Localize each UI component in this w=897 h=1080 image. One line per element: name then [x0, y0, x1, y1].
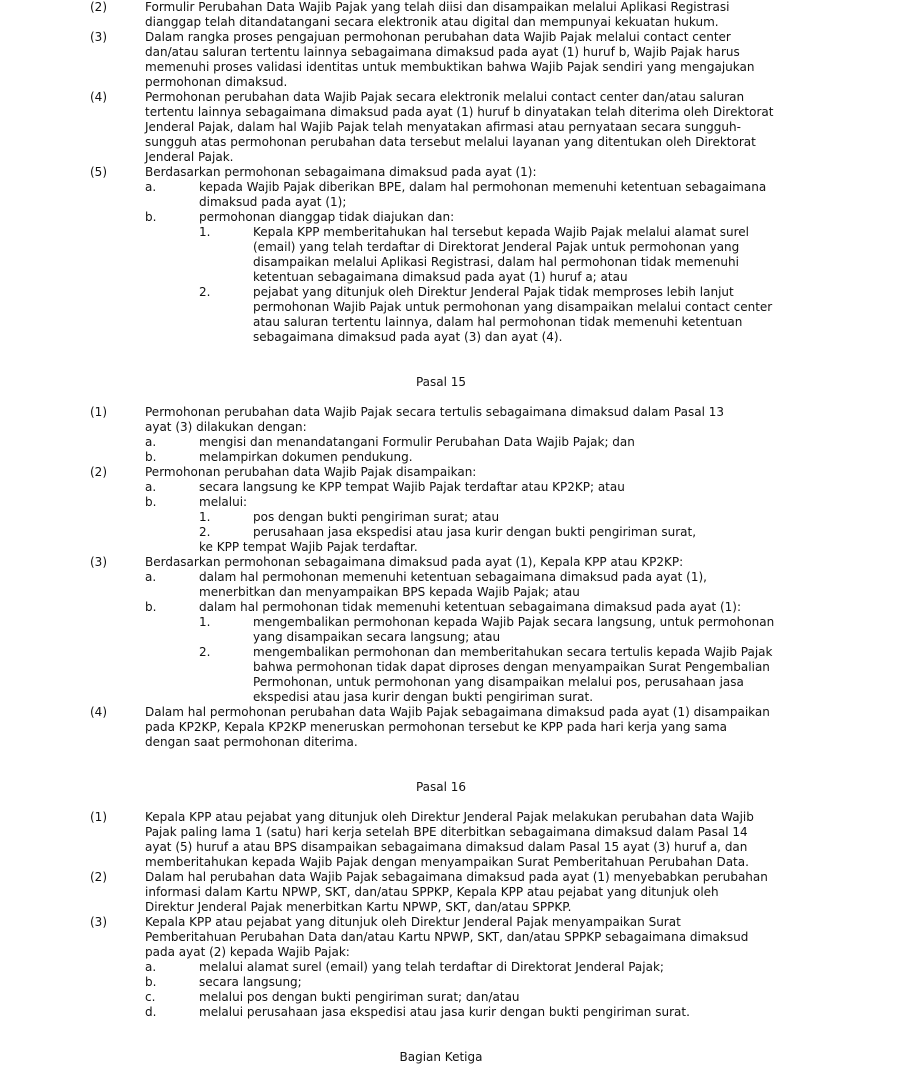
item-text: dengan saat permohonan diterima. — [145, 735, 358, 749]
list-item-line — [0, 810, 897, 825]
item-text: Direktur Jenderal Pajak menerbitkan Kartu NPWP, SKT, dan/atau SPPKP. — [145, 900, 572, 914]
item-number: (2) — [90, 870, 107, 884]
list-item-continuation — [0, 195, 897, 210]
item-text: Pajak paling lama 1 (satu) hari kerja setelah BPE diterbitkan sebagaimana dimaksud dalam Pasal 14 — [145, 825, 748, 839]
list-item-line — [0, 555, 897, 570]
item-number: b. — [145, 600, 157, 614]
list-item-line — [0, 465, 897, 480]
item-number: d. — [145, 1005, 157, 1019]
blank-line — [0, 795, 897, 810]
item-number: (4) — [90, 90, 107, 104]
list-item-continuation — [0, 300, 897, 315]
list-item-continuation — [0, 240, 897, 255]
list-item-continuation — [0, 135, 897, 150]
item-text: ketentuan sebagaimana dimaksud pada ayat (1) huruf a; atau — [253, 270, 628, 284]
list-item-line — [0, 450, 897, 465]
item-text: Permohonan, untuk permohonan yang disampaikan melalui pos, perusahaan jasa — [253, 675, 744, 689]
list-item-continuation — [0, 675, 897, 690]
item-number: a. — [145, 570, 157, 584]
list-item-line — [0, 0, 897, 15]
list-item-continuation — [0, 840, 897, 855]
item-text: Formulir Perubahan Data Wajib Pajak yang telah diisi dan disampaikan melalui Aplikasi Registrasi — [145, 0, 730, 14]
item-text: atau saluran tertentu lainnya, dalam hal permohonan tidak memenuhi ketentuan — [253, 315, 743, 329]
section-heading-row — [0, 375, 897, 390]
list-item-continuation — [0, 330, 897, 345]
section-heading: Pasal 15 — [415, 375, 467, 389]
list-item-line — [0, 495, 897, 510]
list-item-continuation — [0, 825, 897, 840]
item-text: mengisi dan menandatangani Formulir Perubahan Data Wajib Pajak; dan — [199, 435, 635, 449]
list-item-line — [0, 90, 897, 105]
item-text: melalui: — [199, 495, 248, 509]
list-item-continuation — [0, 105, 897, 120]
list-item-line — [0, 285, 897, 300]
list-item-continuation — [0, 45, 897, 60]
item-text: permohonan Wajib Pajak untuk permohonan yang disampaikan melalui contact center — [253, 300, 773, 314]
item-number: b. — [145, 450, 157, 464]
list-item-continuation — [0, 315, 897, 330]
list-item-continuation — [0, 945, 897, 960]
item-number: (2) — [90, 465, 107, 479]
blank-line — [0, 360, 897, 375]
item-text: dalam hal permohonan tidak memenuhi ketentuan sebagaimana dimaksud pada ayat (1): — [199, 600, 741, 614]
item-text: pos dengan bukti pengiriman surat; atau — [253, 510, 500, 524]
item-number: (1) — [90, 810, 107, 824]
list-item-line — [0, 600, 897, 615]
list-item-line — [0, 615, 897, 630]
item-text: Permohonan perubahan data Wajib Pajak secara tertulis sebagaimana dimaksud dalam Pasal 13 — [145, 405, 725, 419]
list-item-continuation — [0, 540, 897, 555]
item-number: 2. — [199, 645, 211, 659]
list-item-line — [0, 480, 897, 495]
item-text: permohonan dimaksud. — [145, 75, 288, 89]
list-item-line — [0, 30, 897, 45]
item-text: melalui pos dengan bukti pengiriman surat; dan/atau — [199, 990, 520, 1004]
list-item-line — [0, 525, 897, 540]
list-item-line — [0, 975, 897, 990]
item-number: a. — [145, 435, 157, 449]
item-number: a. — [145, 180, 157, 194]
blank-line — [0, 765, 897, 780]
item-text: sebagaimana dimaksud pada ayat (3) dan ayat (4). — [253, 330, 563, 344]
item-text: Kepala KPP memberitahukan hal tersebut kepada Wajib Pajak melalui alamat surel — [253, 225, 750, 239]
item-text: Jenderal Pajak, dalam hal Wajib Pajak telah menyatakan afirmasi atau pernyataan secara sungguh- — [145, 120, 741, 134]
item-number: (3) — [90, 555, 107, 569]
item-number: 2. — [199, 525, 211, 539]
item-text: pada ayat (2) kepada Wajib Pajak: — [145, 945, 350, 959]
list-item-continuation — [0, 15, 897, 30]
item-text: Berdasarkan permohonan sebagaimana dimaksud pada ayat (1): — [145, 165, 537, 179]
item-text: mengembalikan permohonan dan memberitahukan secara tertulis kepada Wajib Pajak — [253, 645, 773, 659]
item-text: Dalam hal perubahan data Wajib Pajak sebagaimana dimaksud pada ayat (1) menyebabkan perubahan — [145, 870, 768, 884]
list-item-line — [0, 915, 897, 930]
item-text: secara langsung; — [199, 975, 302, 989]
list-item-line — [0, 705, 897, 720]
item-text: ayat (3) dilakukan dengan: — [145, 420, 307, 434]
blank-line — [0, 750, 897, 765]
list-item-line — [0, 210, 897, 225]
item-number: 2. — [199, 285, 211, 299]
list-item-continuation — [0, 660, 897, 675]
item-text: melalui alamat surel (email) yang telah terdaftar di Direktorat Jenderal Pajak; — [199, 960, 664, 974]
item-text: pada KP2KP, Kepala KP2KP meneruskan permohonan tersebut ke KPP pada hari kerja yang sama — [145, 720, 728, 734]
item-text: dalam hal permohonan memenuhi ketentuan sebagaimana dimaksud pada ayat (1), — [199, 570, 707, 584]
item-number: b. — [145, 495, 157, 509]
item-text: (email) yang telah terdaftar di Direktorat Jenderal Pajak untuk permohonan yang — [253, 240, 740, 254]
item-text: Permohonan perubahan data Wajib Pajak disampaikan: — [145, 465, 477, 479]
item-text: mengembalikan permohonan kepada Wajib Pajak secara langsung, untuk permohonan — [253, 615, 775, 629]
list-item-line — [0, 960, 897, 975]
item-text: tertentu lainnya sebagaimana dimaksud pada ayat (1) huruf b dinyatakan telah diterima oleh Direktorat — [145, 105, 774, 119]
item-text: disampaikan melalui Aplikasi Registrasi, dalam hal permohonan tidak memenuhi — [253, 255, 739, 269]
list-item-continuation — [0, 255, 897, 270]
list-item-continuation — [0, 930, 897, 945]
item-number: b. — [145, 210, 157, 224]
item-text: secara langsung ke KPP tempat Wajib Pajak terdaftar atau KP2KP; atau — [199, 480, 625, 494]
list-item-continuation — [0, 270, 897, 285]
blank-line — [0, 1035, 897, 1050]
list-item-continuation — [0, 630, 897, 645]
list-item-continuation — [0, 720, 897, 735]
list-item-line — [0, 1005, 897, 1020]
item-number: b. — [145, 975, 157, 989]
list-item-line — [0, 870, 897, 885]
item-text: memenuhi proses validasi identitas untuk membuktikan bahwa Wajib Pajak sendiri yang mengajukan — [145, 60, 755, 74]
list-item-continuation — [0, 75, 897, 90]
list-item-line — [0, 225, 897, 240]
list-item-continuation — [0, 855, 897, 870]
section-heading: Pasal 16 — [415, 780, 467, 794]
item-text: Kepala KPP atau pejabat yang ditunjuk oleh Direktur Jenderal Pajak melakukan perubahan data Wajib — [145, 810, 754, 824]
item-number: a. — [145, 480, 157, 494]
item-text: bahwa permohonan tidak dapat diproses dengan menyampaikan Surat Pengembalian — [253, 660, 770, 674]
item-text: memberitahukan kepada Wajib Pajak dengan menyampaikan Surat Pemberitahuan Perubahan Data. — [145, 855, 749, 869]
list-item-line — [0, 405, 897, 420]
item-number: (3) — [90, 915, 107, 929]
blank-line — [0, 345, 897, 360]
item-number: (4) — [90, 705, 107, 719]
section-heading-row — [0, 1050, 897, 1065]
item-text: menerbitkan dan menyampaikan BPS kepada Wajib Pajak; atau — [199, 585, 580, 599]
item-text: melampirkan dokumen pendukung. — [199, 450, 413, 464]
item-text: pejabat yang ditunjuk oleh Direktur Jenderal Pajak tidak memproses lebih lanjut — [253, 285, 734, 299]
item-number: 1. — [199, 225, 211, 239]
item-number: (1) — [90, 405, 107, 419]
item-number: (3) — [90, 30, 107, 44]
item-number: (2) — [90, 0, 107, 14]
list-item-line — [0, 180, 897, 195]
list-item-continuation — [0, 585, 897, 600]
item-text: kepada Wajib Pajak diberikan BPE, dalam hal permohonan memenuhi ketentuan sebagaimana — [199, 180, 767, 194]
item-text: informasi dalam Kartu NPWP, SKT, dan/atau SPPKP, Kepala KPP atau pejabat yang ditunjuk oleh — [145, 885, 719, 899]
item-number: c. — [145, 990, 156, 1004]
item-text: ke KPP tempat Wajib Pajak terdaftar. — [199, 540, 418, 554]
item-text: dimaksud pada ayat (1); — [199, 195, 347, 209]
list-item-continuation — [0, 885, 897, 900]
list-item-continuation — [0, 150, 897, 165]
item-number: 1. — [199, 510, 211, 524]
item-text: Permohonan perubahan data Wajib Pajak secara elektronik melalui contact center dan/atau saluran — [145, 90, 745, 104]
item-text: dan/atau saluran tertentu lainnya sebagaimana dimaksud pada ayat (1) huruf b, Wajib Pajak harus — [145, 45, 740, 59]
item-text: Dalam rangka proses pengajuan permohonan perubahan data Wajib Pajak melalui contact center — [145, 30, 731, 44]
item-text: melalui perusahaan jasa ekspedisi atau jasa kurir dengan bukti pengiriman surat. — [199, 1005, 690, 1019]
list-item-line — [0, 990, 897, 1005]
list-item-line — [0, 165, 897, 180]
list-item-line — [0, 645, 897, 660]
item-text: Pemberitahuan Perubahan Data dan/atau Kartu NPWP, SKT, dan/atau SPPKP sebagaimana dimaksud — [145, 930, 749, 944]
item-text: perusahaan jasa ekspedisi atau jasa kurir dengan bukti pengiriman surat, — [253, 525, 697, 539]
item-number: (5) — [90, 165, 107, 179]
section-heading-row — [0, 780, 897, 795]
item-text: yang disampaikan secara langsung; atau — [253, 630, 501, 644]
item-text: ayat (5) huruf a atau BPS disampaikan sebagaimana dimaksud dalam Pasal 15 ayat (3) huruf a, dan — [145, 840, 748, 854]
item-text: Dalam hal permohonan perubahan data Wajib Pajak sebagaimana dimaksud pada ayat (1) disampaikan — [145, 705, 770, 719]
item-text: Berdasarkan permohonan sebagaimana dimaksud pada ayat (1), Kepala KPP atau KP2KP: — [145, 555, 684, 569]
list-item-continuation — [0, 900, 897, 915]
list-item-line — [0, 510, 897, 525]
list-item-continuation — [0, 690, 897, 705]
list-item-continuation — [0, 60, 897, 75]
blank-line — [0, 390, 897, 405]
item-text: Kepala KPP atau pejabat yang ditunjuk oleh Direktur Jenderal Pajak menyampaikan Surat — [145, 915, 681, 929]
item-text: dianggap telah ditandatangani secara elektronik atau digital dan mempunyai kekuatan hukum. — [145, 15, 719, 29]
item-number: a. — [145, 960, 157, 974]
list-item-line — [0, 570, 897, 585]
list-item-continuation — [0, 735, 897, 750]
list-item-continuation — [0, 120, 897, 135]
item-text: ekspedisi atau jasa kurir dengan bukti pengiriman surat. — [253, 690, 594, 704]
section-heading: Bagian Ketiga — [399, 1050, 483, 1064]
item-text: Jenderal Pajak. — [145, 150, 234, 164]
item-number: 1. — [199, 615, 211, 629]
list-item-continuation — [0, 420, 897, 435]
blank-line — [0, 1020, 897, 1035]
list-item-line — [0, 435, 897, 450]
item-text: permohonan dianggap tidak diajukan dan: — [199, 210, 455, 224]
item-text: sungguh atas permohonan perubahan data tersebut melalui layanan yang ditentukan oleh Direktorat — [145, 135, 756, 149]
